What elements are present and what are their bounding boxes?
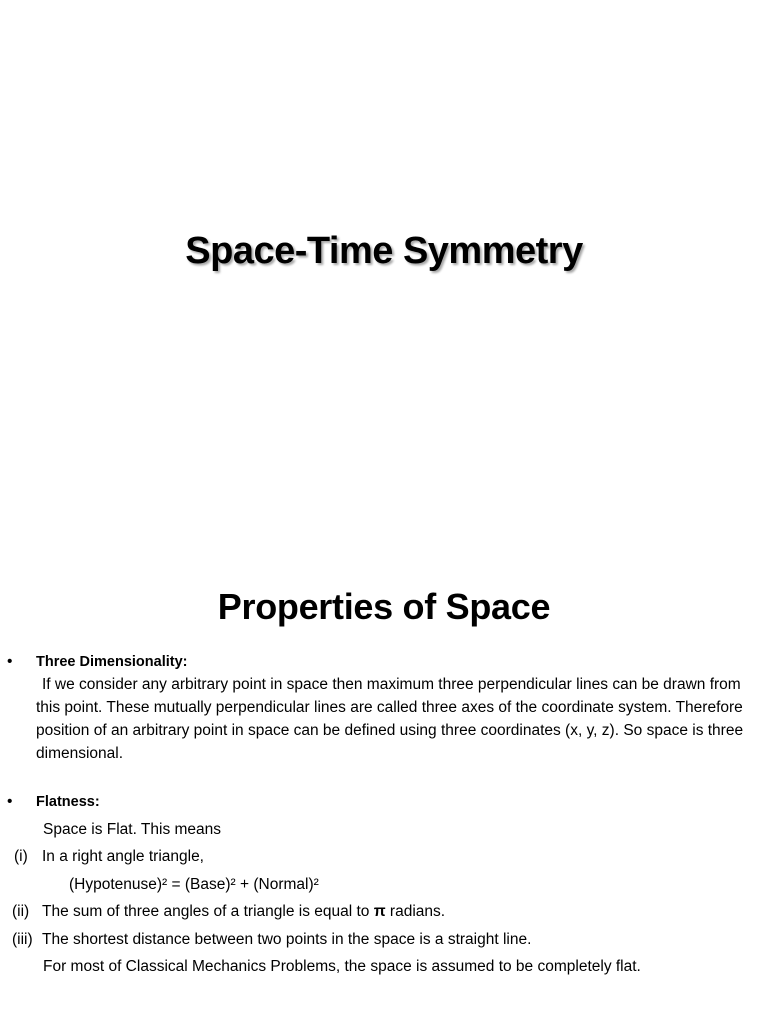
spacer	[0, 765, 768, 788]
three-dimensionality-paragraph: If we consider any arbitrary point in space then maximum three perpendicular lines can be drawn from this point. These mutually perpendicular lines are called three axes of the coordinate system. Therefore position of an arbitrary point in space can be defined using three coordinates (x, y, z). So space is three dimensional.	[36, 676, 744, 762]
slide-properties-of-space	[0, 512, 768, 1024]
list-item	[0, 926, 768, 954]
slide-heading: Properties of Space	[217, 586, 551, 627]
list-item-number: (iii)	[12, 930, 33, 948]
list-item-text: The sum of three angles of a triangle is equal to	[42, 903, 370, 920]
slide-body	[0, 650, 768, 981]
list-item-number: (ii)	[12, 903, 30, 920]
bullet-three-dimensionality	[0, 650, 768, 673]
pi-symbol: π	[373, 903, 386, 920]
bullet-icon: •	[7, 793, 13, 810]
list-item	[0, 843, 768, 871]
flatness-conclusion: For most of Classical Mechanics Problems, the space is assumed to be completely flat.	[43, 958, 641, 975]
slide-title-heading: Space-Time Symmetry	[185, 230, 583, 272]
bullet-heading: Flatness:	[36, 794, 100, 810]
bullet-flatness	[0, 788, 768, 816]
list-item-text: The shortest distance between two points in the space is a straight line.	[42, 930, 532, 948]
bullet-heading: Three Dimensionality:	[36, 654, 188, 670]
flatness-intro: Space is Flat. This means	[43, 820, 222, 838]
bullet-icon: •	[7, 653, 13, 670]
list-item	[0, 898, 768, 926]
list-item-text-suffix: radians.	[389, 903, 446, 920]
list-item-text: In a right angle triangle,	[42, 848, 204, 865]
pythagoras-equation: (Hypotenuse)² = (Base)² + (Normal)²	[69, 875, 319, 893]
list-item-number: (i)	[14, 848, 28, 865]
